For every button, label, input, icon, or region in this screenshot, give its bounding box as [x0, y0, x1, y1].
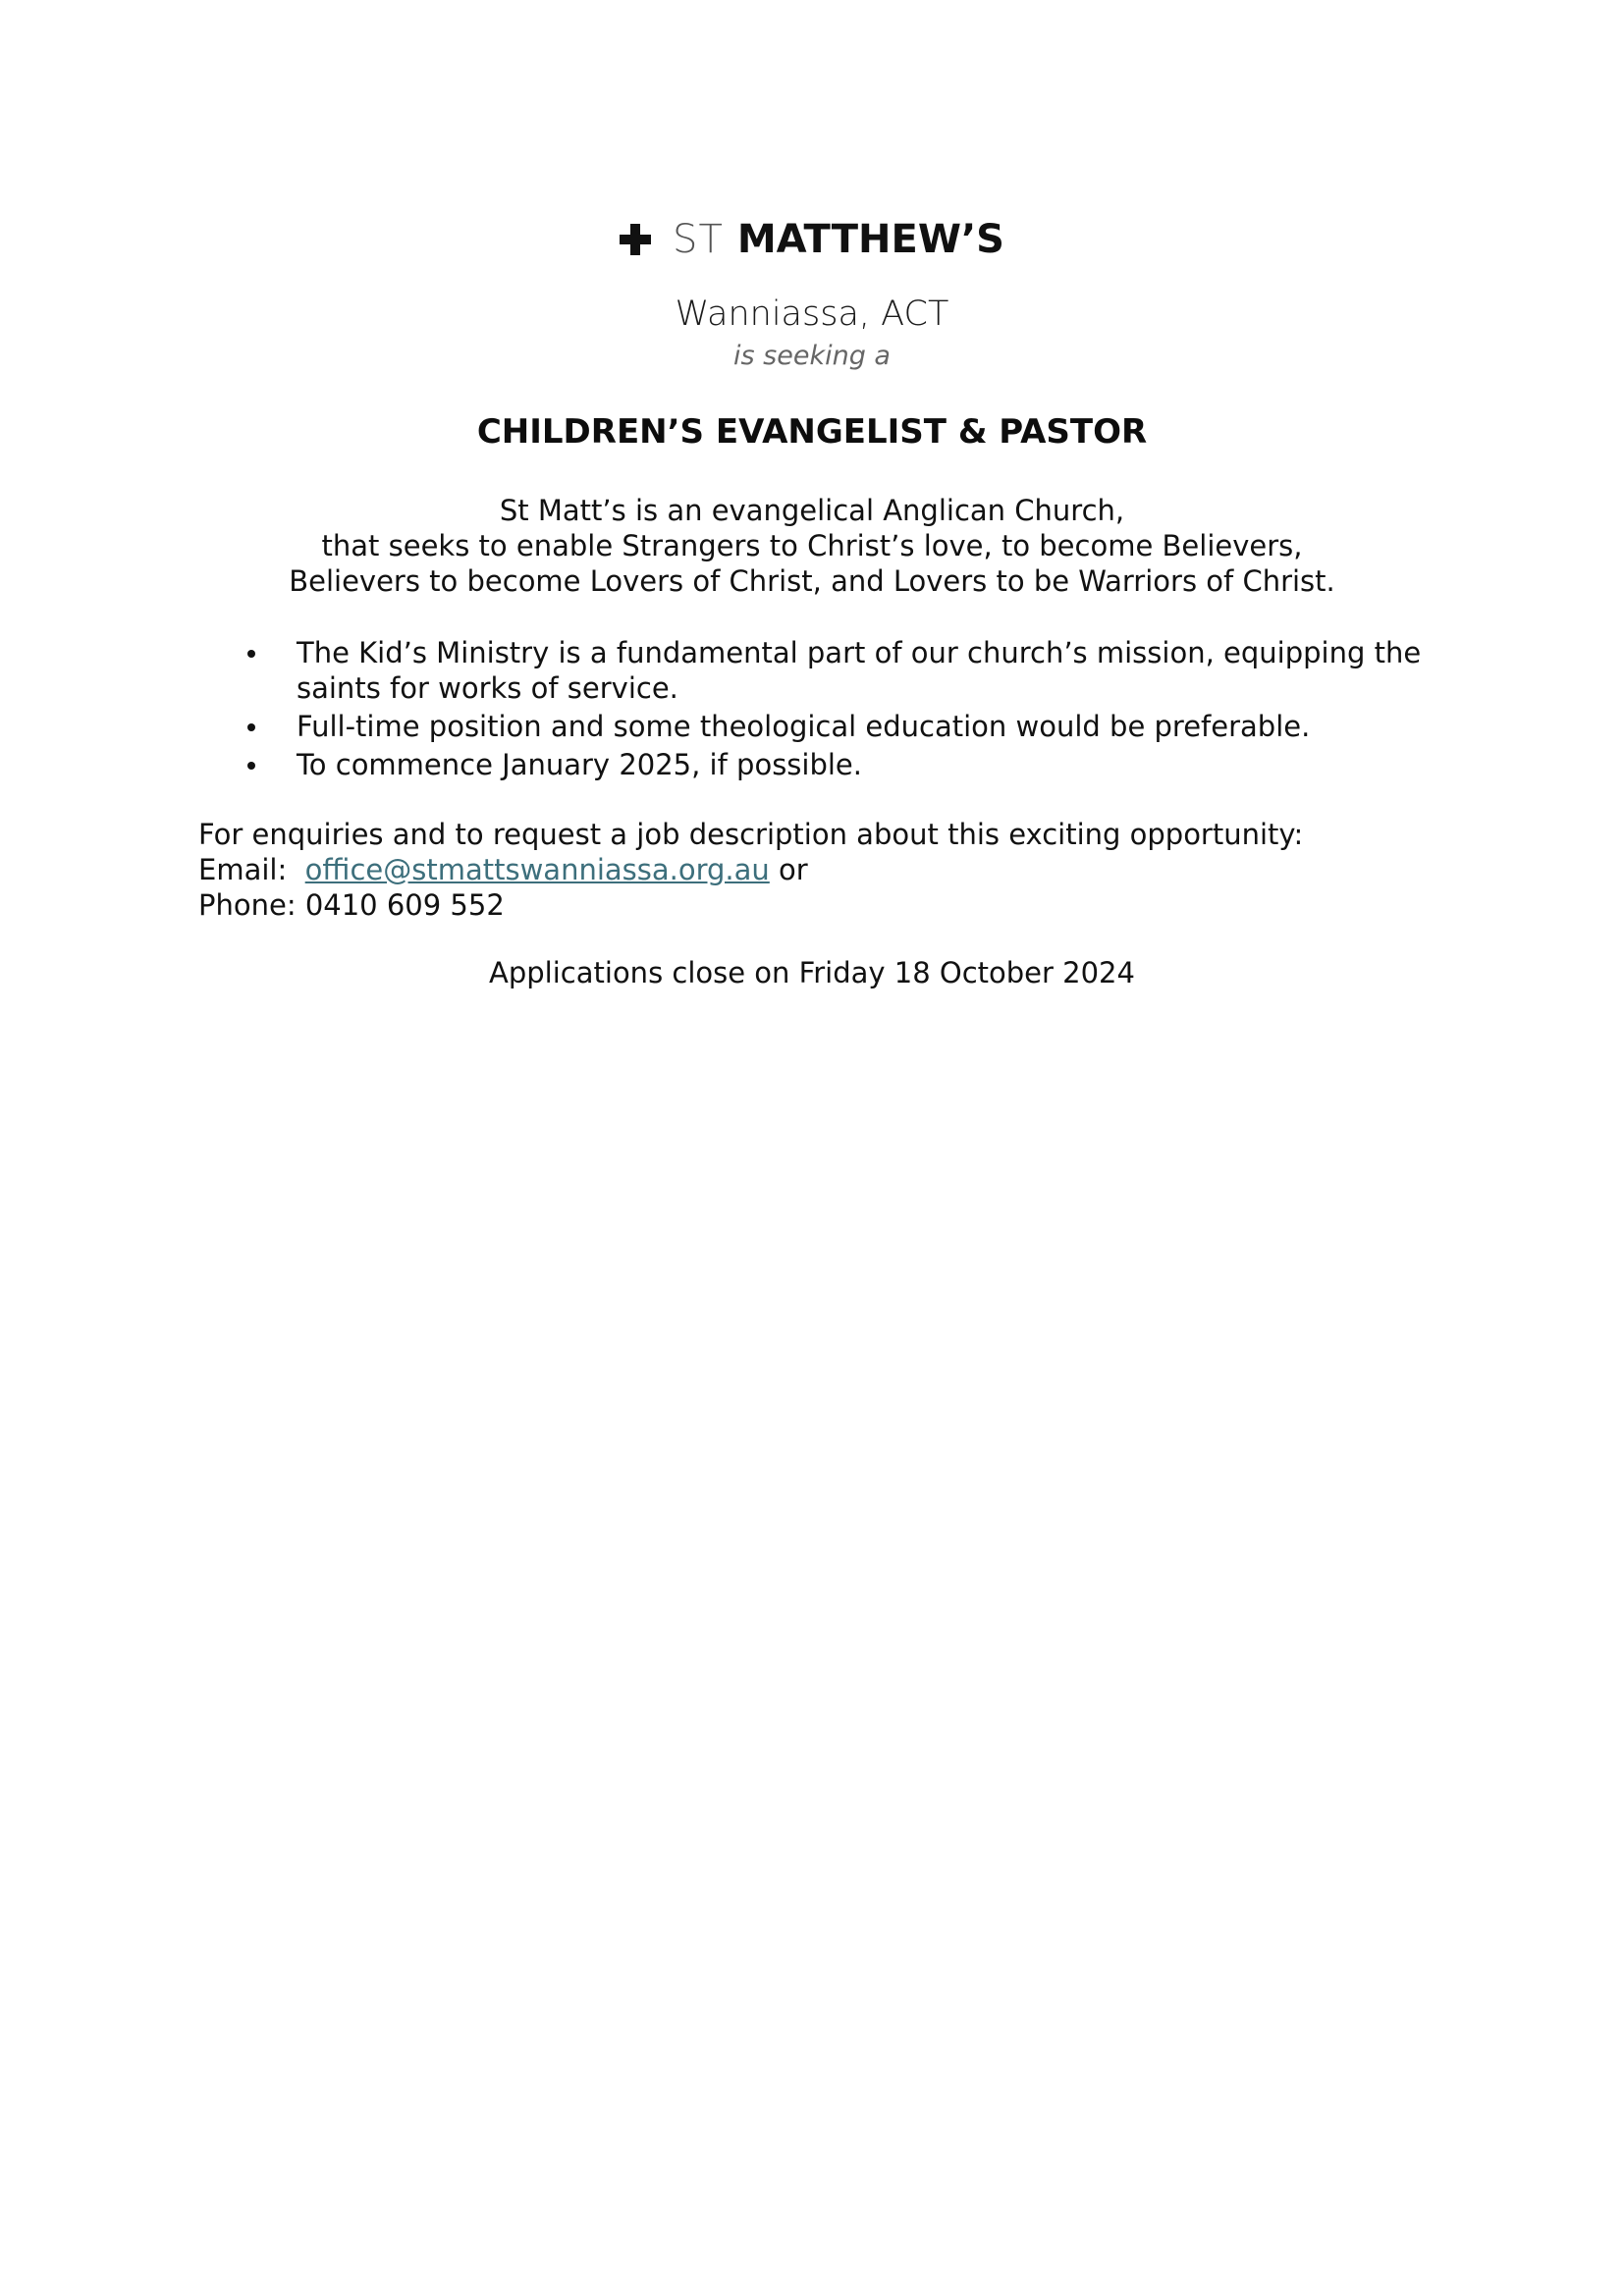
- requirements-list: [236, 635, 1473, 785]
- list-item-text: Full-time position and some theological education would be preferable.: [297, 710, 1311, 743]
- logo-name: MATTHEW’S: [736, 217, 1004, 262]
- contact-section: [198, 817, 1475, 923]
- seeking-text: is seeking a: [733, 341, 891, 371]
- closing-date: Applications close on Friday 18 October 2024: [489, 956, 1135, 989]
- list-item-text: The Kid’s Ministry is a fundamental part of our church’s mission, equipping the saints for works of service.: [297, 636, 1422, 705]
- list-item: [236, 709, 1473, 744]
- bullet-icon: [247, 723, 255, 731]
- position-title: CHILDREN’S EVANGELIST & PASTOR: [476, 412, 1148, 452]
- bullet-icon: [247, 762, 255, 770]
- logo-prefix: ST: [673, 217, 724, 262]
- list-item: [236, 635, 1473, 706]
- list-item-text: To commence January 2025, if possible.: [297, 748, 862, 781]
- mission-line: Believers to become Lovers of Christ, and Lovers to be Warriors of Christ.: [289, 564, 1335, 598]
- list-item: [236, 747, 1473, 782]
- phone-label: Phone:: [198, 888, 297, 922]
- bullet-icon: [247, 650, 255, 658]
- email-line: [198, 852, 1475, 887]
- contact-intro: For enquiries and to request a job description about this exciting opportunity:: [198, 818, 1304, 851]
- phone-line: [198, 887, 1475, 923]
- cross-icon: [620, 224, 651, 255]
- email-label: Email:: [198, 853, 288, 886]
- mission-line: St Matt’s is an evangelical Anglican Church,: [499, 494, 1125, 527]
- location: Wanniassa, ACT: [675, 294, 949, 334]
- church-logo: [0, 214, 1624, 265]
- phone-number: 0410 609 552: [304, 888, 505, 922]
- email-link[interactable]: office@stmattswanniassa.org.au: [304, 853, 770, 886]
- email-suffix: or: [779, 853, 808, 886]
- mission-statement: [0, 493, 1624, 599]
- mission-line: that seeks to enable Strangers to Christ’s love, to become Believers,: [321, 529, 1303, 562]
